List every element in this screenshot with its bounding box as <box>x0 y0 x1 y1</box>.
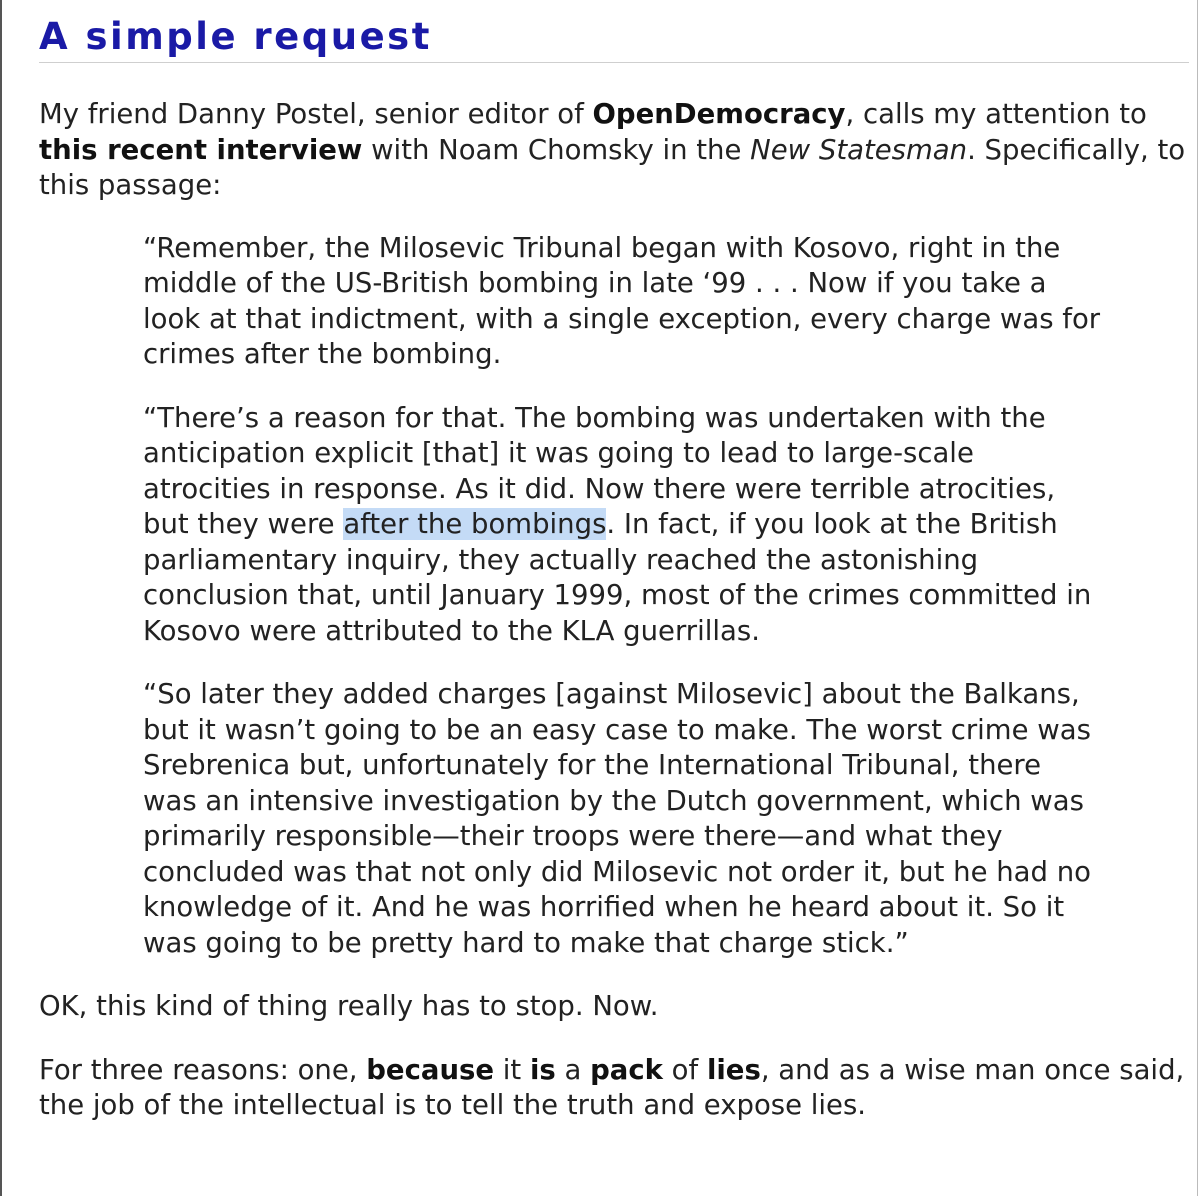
intro-paragraph <box>39 97 1189 204</box>
text-selection-highlight[interactable]: after the bombings <box>343 508 607 540</box>
quote-paragraph-1: “Remember, the Milosevic Tribunal began with Kosovo, right in the middle of the US-British bombing in late ‘99 . . . Now if you take a look at that indictment, with a single exception, every charge was for crimes after the bombing. <box>143 231 1101 370</box>
publication-name: New Statesman <box>750 133 968 166</box>
reasons-text-5: , and as a wise man once said, the job of the intellectual is to tell the truth and expose lies. <box>39 1053 1185 1121</box>
emphasis-because: because <box>366 1053 495 1086</box>
opendemocracy-link[interactable]: OpenDemocracy <box>592 98 846 130</box>
interview-link[interactable]: this recent interview <box>39 133 363 166</box>
reasons-text-3: a <box>555 1053 591 1086</box>
reasons-paragraph <box>39 1053 1189 1124</box>
intro-text-2: , calls my attention to <box>845 98 1147 130</box>
blog-post <box>39 14 1189 1124</box>
left-border <box>0 0 2 1196</box>
reasons-text-1: For three reasons: one, <box>39 1053 367 1086</box>
intro-text-1: My friend Danny Postel, senior editor of <box>39 98 593 130</box>
reasons-text-4: of <box>662 1053 707 1086</box>
quote-2-text-after: . In fact, if you look at the British parliamentary inquiry, they actually reached the astonishing conclusion that, until January 1999, most of the crimes committed in Kosovo were attributed to the KLA guerrillas. <box>143 508 1092 647</box>
emphasis-lies: lies <box>706 1053 761 1086</box>
right-scroll-edge <box>1197 0 1198 1196</box>
blockquote <box>143 231 1103 962</box>
quote-2-text-before: “There’s a reason for that. The bombing was undertaken with the anticipation explicit [that] it was going to lead to large-scale atrocities in response. As it did. Now there were terrible atrocities, but they were <box>143 401 1056 540</box>
emphasis-is: is <box>529 1053 556 1086</box>
quote-paragraph-2 <box>143 401 1103 650</box>
post-title: A simple request <box>39 14 1189 63</box>
quote-paragraph-3: “So later they added charges [against Milosevic] about the Balkans, but it wasn’t going to be an easy case to make. The worst crime was Srebrenica but, unfortunately for the International Tribunal, there was an intensive investigation by the Dutch government, which was primarily responsible—their troops were there—and what they concluded was that not only did Milosevic not order it, but he had no knowledge of it. And he was horrified when he heard about it. So it was going to be pretty hard to make that charge stick.” <box>143 678 1091 959</box>
emphasis-pack: pack <box>590 1053 663 1086</box>
intro-text-3: with Noam Chomsky in the <box>362 133 751 166</box>
intro-text-4: . Specifically, to this passage: <box>39 133 1186 201</box>
ok-paragraph: OK, this kind of thing really has to stop. Now. <box>39 990 659 1022</box>
reasons-text-2: it <box>494 1053 530 1086</box>
